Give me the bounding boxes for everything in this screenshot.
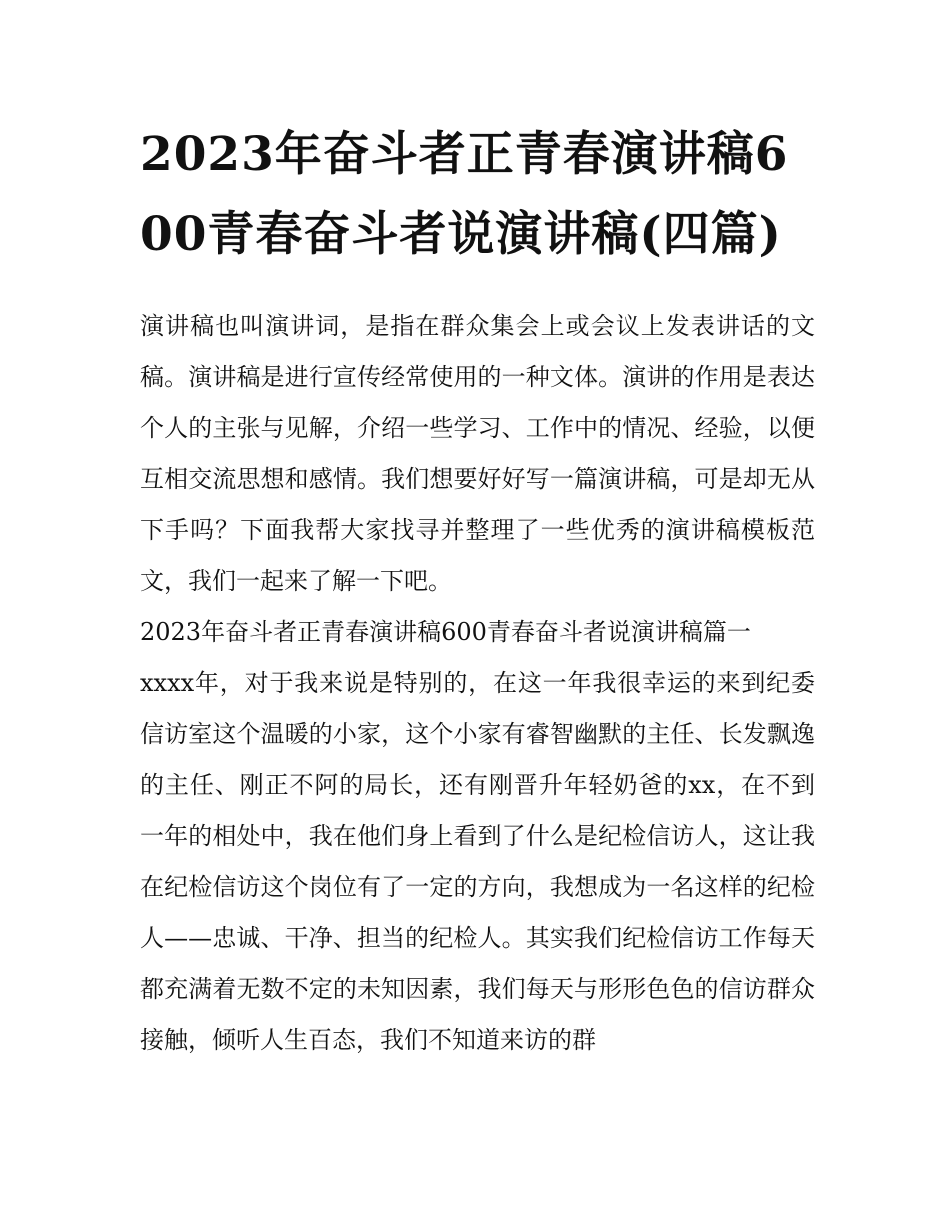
section-heading: 2023年奋斗者正青春演讲稿600青春奋斗者说演讲稿篇一 [140, 618, 751, 646]
intro-paragraph: 演讲稿也叫演讲词，是指在群众集会上或会议上发表讲话的文稿。演讲稿是进行宣传经常使用的一种文体。演讲的作用是表达个人的主张与见解，介绍一些学习、工作中的情况、经验，以便互相交流思想和感情。我们想要好好写一篇演讲稿，可是却无从下手吗？下面我帮大家找寻并整理了一些优秀的演讲稿模板范文，我们一起来了解一下吧。 [140, 312, 815, 595]
document-title: 2023年奋斗者正青春演讲稿600青春奋斗者说演讲稿(四篇) [140, 127, 789, 262]
body-paragraph: xxxx年，对于我来说是特别的，在这一年我很幸运的来到纪委信访室这个温暖的小家，这个小家有睿智幽默的主任、长发飘逸的主任、刚正不阿的局长，还有刚晋升年轻奶爸的xx，在不到一年的相处中，我在他们身上看到了什么是纪检信访人，这让我在纪检信访这个岗位有了一定的方向，我想成为一名这样的纪检人——忠诚、干净、担当的纪检人。其实我们纪检信访工作每天都充满着无数不定的未知因素，我们每天与形形色色的信访群众接触，倾听人生百态，我们不知道来访的群 [140, 669, 815, 1054]
document-page [140, 115, 815, 1066]
